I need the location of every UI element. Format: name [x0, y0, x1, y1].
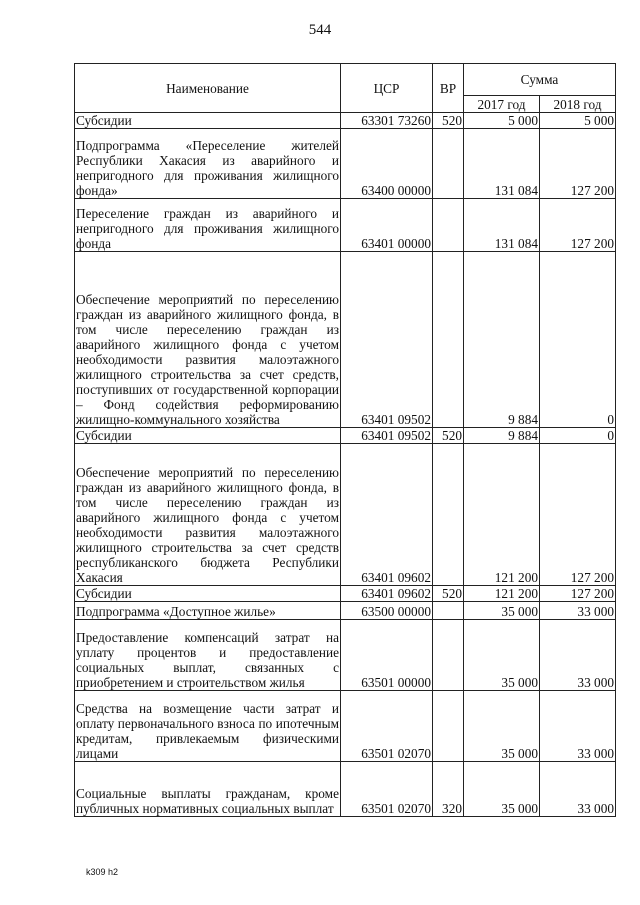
row-sum-2018: 127 200 [540, 199, 616, 252]
header-csr: ЦСР [341, 64, 433, 113]
footer-code: k309 h2 [86, 867, 119, 877]
table-row [75, 129, 616, 199]
table-row [75, 586, 616, 602]
row-vr [433, 252, 464, 428]
header-sum: Сумма [464, 64, 616, 96]
row-sum-2018: 127 200 [540, 129, 616, 199]
budget-table [74, 63, 616, 817]
row-vr: 320 [433, 762, 464, 817]
header-year-2018: 2018 год [540, 96, 616, 113]
row-sum-2017: 5 000 [464, 113, 540, 129]
row-sum-2018: 33 000 [540, 602, 616, 620]
row-sum-2017: 121 200 [464, 586, 540, 602]
row-name: Предоставление компенсаций затрат на уплату процентов и предоставление социальных выплат, связанных с приобретением и строительством жилья [75, 620, 341, 691]
row-csr: 63401 09602 [341, 444, 433, 586]
table-row [75, 113, 616, 129]
row-sum-2018: 33 000 [540, 620, 616, 691]
row-name: Обеспечение мероприятий по переселению граждан из аварийного жилищного фонда, в том числе переселению граждан из аварийного жилищного фонда с учетом необходимости развития малоэтажного жилищного строительства за счет средств, поступивших от государственной корпорации – Фонд содействия реформированию жилищно-коммунального хозяйства [75, 252, 341, 428]
row-sum-2017: 9 884 [464, 428, 540, 444]
row-vr [433, 199, 464, 252]
header-year-2017: 2017 год [464, 96, 540, 113]
table-row [75, 199, 616, 252]
row-vr [433, 444, 464, 586]
table-row [75, 444, 616, 586]
row-sum-2017: 9 884 [464, 252, 540, 428]
table-row [75, 691, 616, 762]
row-name: Подпрограмма «Переселение жителей Республики Хакасия из аварийного и непригодного для проживания жилищного фонда» [75, 129, 341, 199]
row-csr: 63501 00000 [341, 620, 433, 691]
row-name: Субсидии [75, 113, 341, 129]
row-sum-2017: 35 000 [464, 762, 540, 817]
row-sum-2018: 127 200 [540, 444, 616, 586]
row-name: Субсидии [75, 586, 341, 602]
row-sum-2018: 33 000 [540, 691, 616, 762]
row-name: Средства на возмещение части затрат и оплату первоначального взноса по ипотечным кредитам, привлекаемым физическими лицами [75, 691, 341, 762]
row-name: Обеспечение мероприятий по переселению граждан из аварийного жилищного фонда, в том числе переселению граждан из аварийного жилищного фонда с учетом необходимости развития малоэтажного жилищного строительства за счет средств республиканского бюджета Республики Хакасия [75, 444, 341, 586]
page-number: 544 [308, 22, 332, 38]
row-vr: 520 [433, 428, 464, 444]
row-sum-2017: 131 084 [464, 199, 540, 252]
row-vr [433, 620, 464, 691]
row-sum-2017: 121 200 [464, 444, 540, 586]
row-csr: 63301 73260 [341, 113, 433, 129]
row-name: Переселение граждан из аварийного и непригодного для проживания жилищного фонда [75, 199, 341, 252]
header-name: Наименование [75, 64, 341, 113]
row-csr: 63501 02070 [341, 691, 433, 762]
row-sum-2018: 33 000 [540, 762, 616, 817]
row-vr [433, 691, 464, 762]
row-csr: 63501 02070 [341, 762, 433, 817]
row-csr: 63400 00000 [341, 129, 433, 199]
row-csr: 63500 00000 [341, 602, 433, 620]
row-csr: 63401 00000 [341, 199, 433, 252]
row-sum-2018: 5 000 [540, 113, 616, 129]
table-row [75, 428, 616, 444]
row-name: Субсидии [75, 428, 341, 444]
table-row [75, 252, 616, 428]
row-vr: 520 [433, 586, 464, 602]
row-name: Социальные выплаты гражданам, кроме публичных нормативных социальных выплат [75, 762, 341, 817]
row-sum-2017: 35 000 [464, 691, 540, 762]
row-name: Подпрограмма «Доступное жилье» [75, 602, 341, 620]
table-row [75, 620, 616, 691]
row-vr [433, 129, 464, 199]
row-vr: 520 [433, 113, 464, 129]
row-sum-2018: 0 [540, 428, 616, 444]
table-row [75, 602, 616, 620]
row-csr: 63401 09602 [341, 586, 433, 602]
row-sum-2017: 35 000 [464, 602, 540, 620]
row-csr: 63401 09502 [341, 428, 433, 444]
row-sum-2018: 127 200 [540, 586, 616, 602]
row-vr [433, 602, 464, 620]
row-sum-2017: 131 084 [464, 129, 540, 199]
row-sum-2017: 35 000 [464, 620, 540, 691]
header-vr: ВР [433, 64, 464, 113]
row-csr: 63401 09502 [341, 252, 433, 428]
table-row [75, 762, 616, 817]
row-sum-2018: 0 [540, 252, 616, 428]
